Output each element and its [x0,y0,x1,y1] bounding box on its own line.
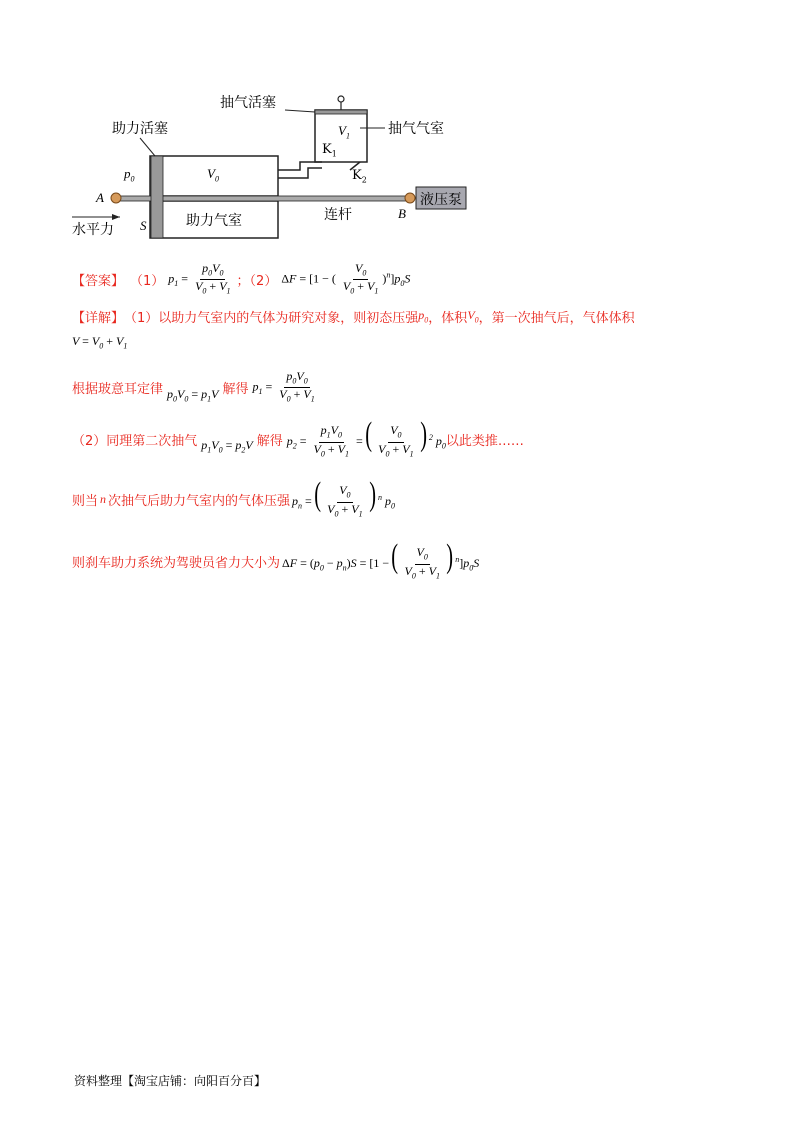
solution-p1: $p_1$ = $\frac{p_0V_0}{V_0 + V_1}$ [252,369,315,404]
footer-source: 资料整理【淘宝店铺：向阳百分百】 [74,1074,267,1088]
detail-text-2b: 解得 [222,382,249,398]
answer-tag: 【答案】 [72,274,125,290]
label-v0: $V_0$ [207,166,219,184]
detail-text-2: 根据玻意耳定律 [72,382,164,398]
detail-line-2 [72,370,319,406]
detail-text-1: （1）以助力气室内的气体为研究对象，则初态压强 [124,311,419,326]
answer-part2: ；（2） [236,274,278,290]
detail-text-3b: 解得 [256,433,283,449]
detail-line-1 [72,307,635,326]
label-k1: $K_1$ [322,142,337,159]
detail-tag: 【详解】 [72,311,125,326]
label-booster-piston: 助力活塞 [112,121,168,137]
solution-delta-f: $\Delta F = (p_0 - p_n)S = [1$ −( $\frac{V_0}{V_0 + V_1}$ ) $^n]p_0S$ [282,538,480,581]
detail-text-4a: 则当 [72,493,99,509]
point-a-marker [111,193,121,203]
label-booster-chamber: 助力气室 [186,213,242,229]
detail-text-4b: 次抽气后助力气室内的气体压强 [108,493,291,509]
label-pump-chamber: 抽气气室 [388,121,444,137]
detail-text-1b: ，体积 [428,311,468,326]
pump-knob [338,96,344,102]
detail-line-3 [72,418,524,460]
label-hydraulic-pump: 液压泵 [420,192,462,208]
detail-n: n [100,491,107,506]
pump-piston [315,110,367,114]
detail-line-5 [72,540,479,582]
physics-diagram [60,90,480,250]
boyle-formula: $p_0V_0 = p_1V$ [167,386,219,404]
diagram-svg [60,90,480,250]
detail-p0: $p_0$ [418,308,429,325]
detail-line-4 [72,478,395,520]
detail-text-1c: ，第一次抽气后，气体体积 [478,311,635,326]
detail-text-3c: 以此类推…… [445,433,524,449]
answer-line [72,262,410,298]
detail-text-5: 则刹车助力系统为驾驶员省力大小为 [72,555,281,571]
label-pump-piston: 抽气活塞 [220,95,276,111]
point-b-marker [405,193,415,203]
second-boyle-formula: $p_1V_0 = p_2V$ [201,437,253,455]
label-rod: 连杆 [324,207,352,223]
label-v1: $V_1$ [338,123,350,141]
label-k2: $K_2$ [352,168,367,185]
detail-v0: $V_0$ [467,308,479,325]
answer-formula-1: $p_1$ = $\frac{p_0V_0}{V_0 + V_1}$ [168,261,231,296]
detail-text-3: （2）同理第二次抽气 [72,433,198,449]
label-p0: $p_0$ [124,166,135,184]
label-area-s: S [140,218,147,233]
label-point-a: A [96,190,104,205]
detail-formula-volume: $V = V_0 + V_1$ [72,334,128,351]
solution-pn: $p_n$ =( $\frac{V_0}{V_0 + V_1}$ ) $^n$ $p_0$ [292,476,395,519]
booster-piston [151,156,163,238]
answer-part1: （1） [130,274,165,290]
answer-formula-2: ΔF = [1 − ( $\frac{V_0}{V_0 + V_1}$ )$^n]p_0S$ [281,261,411,296]
rod [120,196,410,201]
label-point-b: B [398,206,406,221]
solution-p2: $p_2$ = $\frac{p_1V_0}{V_0 + V_1}$ =( $\frac{V_0}{V_0 + V_1}$ ) $^2$ $p_0$ [286,416,446,459]
label-horizontal-force: 水平力 [72,222,114,238]
